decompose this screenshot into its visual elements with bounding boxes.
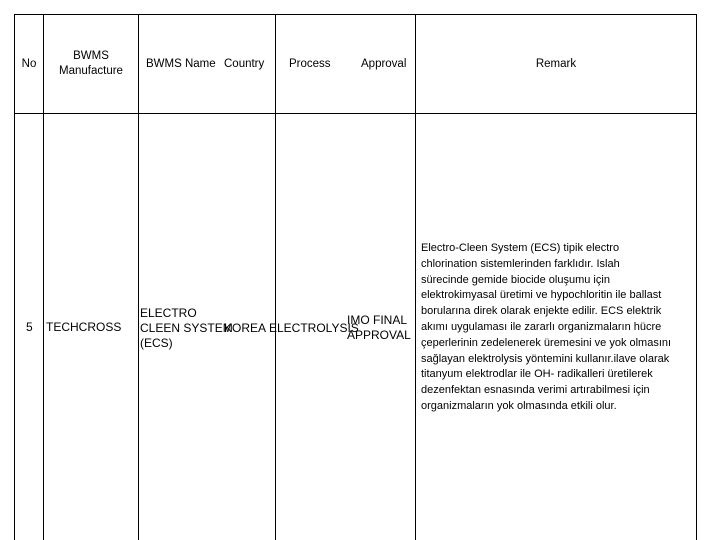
header-approval: Approval [361,58,407,70]
header-no: No [21,58,37,70]
cell-manufacture: TECHCROSS [46,320,122,334]
column-divider-no [43,14,44,540]
cell-process: ELECTROLYSIS [269,321,359,335]
header-process: Process [289,58,331,70]
cell-no: 5 [26,320,33,334]
cell-country: KOREA [224,321,267,335]
table-left-border [14,14,15,540]
cell-approval: IMO FINAL APPROVAL [347,313,411,342]
header-bwms-name: BWMS Name [146,58,216,70]
table-top-border [14,14,697,15]
header-bottom-border [14,113,697,114]
cell-bwms-name: ELECTRO CLEEN SYSTEM (ECS) [140,306,233,350]
header-remark: Remark [535,58,577,70]
cell-remark: Electro-Cleen System (ECS) tipik electro chlorination sistemlerinden farklıdır. Islah sürecinde gemide biocide oluşumu için elektrokimyasal üretimi ve hypochloritin ile ballast borularına direk olarak enjekte edilir. ECS elektrik akımı uygulaması ile zararlı organizmaların hücre çeperlerinin zedelenerek üremesini ve yok olmasını sağlayan elektrolysis yöntemini kullanır.ilave olarak titanyum elektrodlar ile OH- radikalleri üretilerek dezenfektan esnasında verimi artırabilmesi için organizmaların yok olmasında etkili olur. [421,242,672,412]
column-divider-manufacture [138,14,139,540]
column-divider-approval [415,14,416,540]
header-country: Country [224,58,265,70]
column-divider-process [275,14,276,540]
header-manufacture: BWMS Manufacture [59,50,123,77]
